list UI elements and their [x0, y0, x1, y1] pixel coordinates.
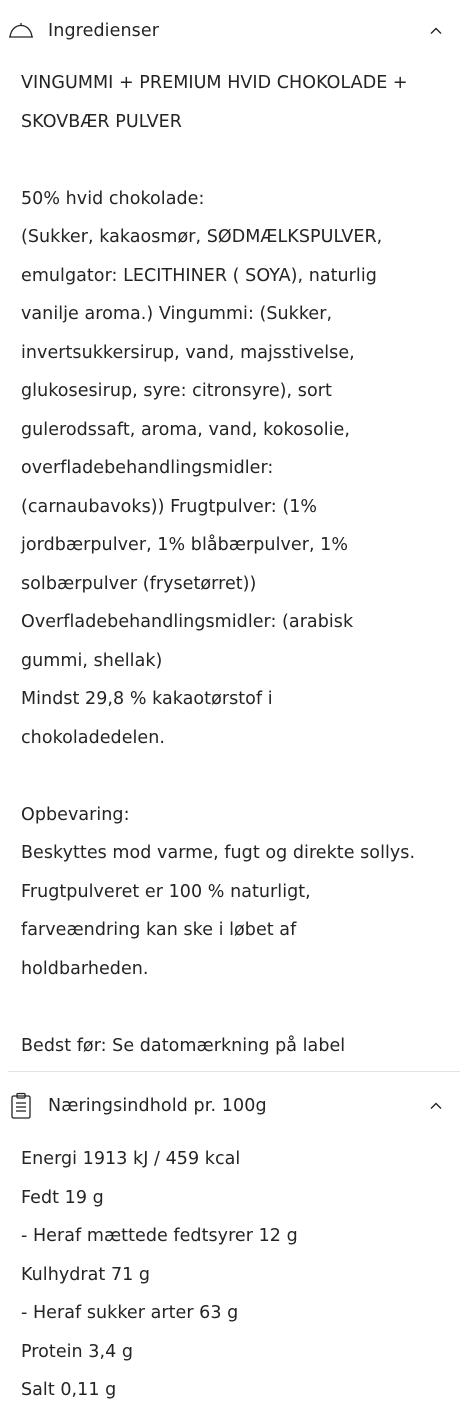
nutrition-text-line: Salt 0,11 g: [21, 1380, 117, 1400]
ingredients-text-line: SKOVBÆR PULVER: [21, 111, 182, 132]
ingredients-text-line: Bedst før: Se datomærkning på label: [21, 1035, 346, 1056]
ingredients-text-line: overfladebehandlingsmidler:: [21, 458, 274, 478]
nutrition-text-line: - Heraf sukker arter 63 g: [21, 1303, 239, 1323]
blank-line: [21, 141, 447, 180]
blank-line: [21, 988, 447, 1027]
ingredients-text-line: Overfladebehandlingsmidler: (arabisk: [21, 612, 354, 632]
ingredients-title: Ingredienser: [48, 21, 160, 41]
nutrition-accordion-toggle[interactable]: [0, 1072, 468, 1140]
nutrition-accordion: [0, 1072, 468, 1410]
ingredients-text-line: jordbærpulver, 1% blåbærpulver, 1%: [21, 535, 349, 555]
nutrition-text-line: Fedt 19 g: [21, 1187, 104, 1208]
ingredients-text-line: Mindst 29,8 % kakaotørstof i: [21, 689, 273, 709]
ingredients-text-line: emulgator: LECITHINER ( SOYA), naturlig: [21, 265, 377, 286]
ingredients-text-line: glukosesirup, syre: citronsyre), sort: [21, 381, 332, 401]
ingredients-text-line: (Sukker, kakaosmør, SØDMÆLKSPULVER,: [21, 227, 383, 247]
cloche-icon: [8, 18, 34, 44]
ingredients-text-line: (carnaubavoks)) Frugtpulver: (1%: [21, 496, 318, 517]
ingredients-text-line: gummi, shellak): [21, 650, 163, 671]
chevron-up-icon[interactable]: [426, 1096, 446, 1116]
ingredients-text-line: VINGUMMI + PREMIUM HVID CHOKOLADE +: [21, 73, 408, 93]
ingredients-text-line: holdbarheden.: [21, 958, 149, 979]
nutrition-text-line: Protein 3,4 g: [21, 1341, 134, 1362]
nutrition-text-line: - Heraf mættede fedtsyrer 12 g: [21, 1226, 298, 1246]
nutrition-text-line: Energi 1913 kJ / 459 kcal: [21, 1149, 241, 1169]
nutrition-text-line: Kulhydrat 71 g: [21, 1264, 151, 1285]
chevron-up-icon[interactable]: [426, 21, 446, 41]
clipboard-icon: [8, 1093, 34, 1119]
ingredients-accordion-toggle[interactable]: [0, 0, 468, 62]
nutrition-content: [0, 1140, 468, 1410]
ingredients-text-line: Beskyttes mod varme, fugt og direkte sollys.: [21, 843, 416, 863]
ingredients-text-line: invertsukkersirup, vand, majsstivelse,: [21, 342, 355, 363]
blank-line: [21, 757, 447, 796]
ingredients-content: [0, 62, 468, 1071]
ingredients-text-line: solbærpulver (frysetørret)): [21, 573, 257, 594]
ingredients-text-line: Frugtpulveret er 100 % naturligt,: [21, 881, 311, 902]
nutrition-title: Næringsindhold pr. 100g: [48, 1096, 267, 1116]
ingredients-text-line: farveændring kan ske i løbet af: [21, 920, 297, 940]
ingredients-text-line: gulerodssaft, aroma, vand, kokosolie,: [21, 419, 350, 440]
ingredients-text-line: 50% hvid chokolade:: [21, 188, 205, 209]
ingredients-text-line: chokoladedelen.: [21, 727, 166, 748]
ingredients-text-line: vanilje aroma.) Vingummi: (Sukker,: [21, 304, 333, 324]
ingredients-text-line: Opbevaring:: [21, 804, 130, 825]
